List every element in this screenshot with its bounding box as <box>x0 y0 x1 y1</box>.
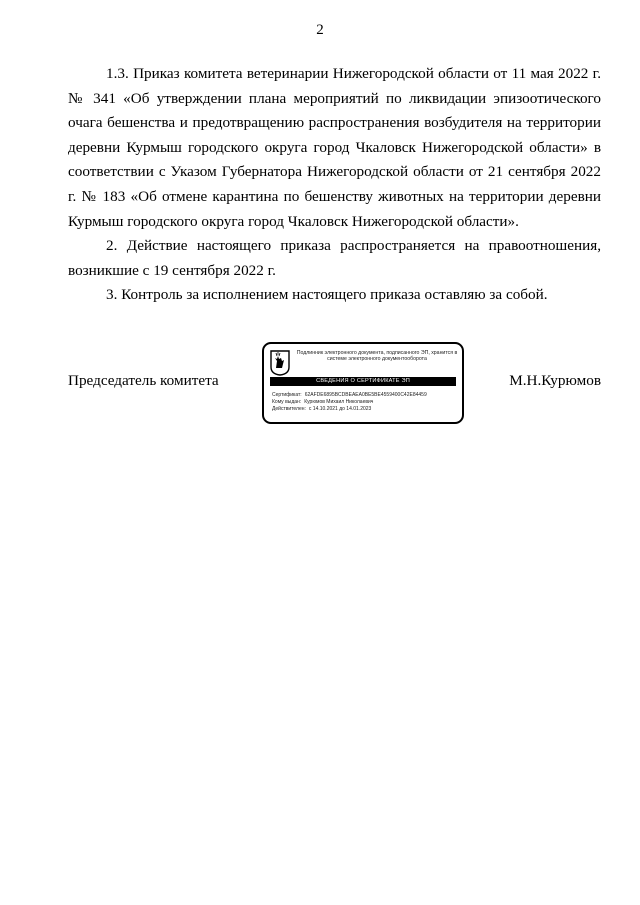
stamp-header: СВЕДЕНИЯ О СЕРТИФИКАТЕ ЭП <box>270 377 456 386</box>
signer-title: Председатель комитета <box>68 372 219 389</box>
stamp-fields <box>272 392 460 414</box>
certificate-label: Сертификат: <box>272 392 302 398</box>
validity-row <box>272 406 460 413</box>
deer-emblem-icon <box>270 350 290 376</box>
signature-block <box>68 340 601 430</box>
paragraph-3: 3. Контроль за исполнением настоящего приказа оставляю за собой. <box>106 286 548 304</box>
validity-label: Действителен: <box>272 406 306 413</box>
certificate-row <box>272 392 460 399</box>
paragraph-1-3: 1.3. Приказ комитета ветеринарии Нижегородской области от 11 мая 2022 г. № 341 «Об утверждении плана мероприятий по ликвидации эпизоотического очага бешенства и предотвращению распространения возбудителя на территории деревни Курмыш городского округа город Чкаловск Нижегородской области» в соответствии с Указом Губернатора Нижегородской области от 21 сентября 2022 г. № 183 «Об отмене карантина по бешенству животных на территории деревни Курмыш городского округа город Чкаловск Нижегородской области». <box>68 65 601 230</box>
page-number: 2 <box>316 22 324 38</box>
validity-value: с 14.10.2021 до 14.01.2023 <box>308 406 372 413</box>
paragraph-2: 2. Действие настоящего приказа распространяется на правоотношения, возникшие с 19 сентября 2022 г. <box>68 237 601 279</box>
certificate-value: 62AFDE6895BCDBEAEA0BE5BE4559400C42E84459 <box>304 392 427 398</box>
signer-name: М.Н.Курюмов <box>509 372 601 389</box>
electronic-signature-stamp <box>262 342 464 424</box>
stamp-note: Подлинник электронного документа, подписанного ЭП, хранится в системе электронного документооборота <box>296 350 458 363</box>
issued-to-label: Кому выдан: <box>272 399 302 406</box>
document-body <box>68 62 601 308</box>
issued-to-value: Курюмов Михаил Николаевич <box>304 399 374 406</box>
